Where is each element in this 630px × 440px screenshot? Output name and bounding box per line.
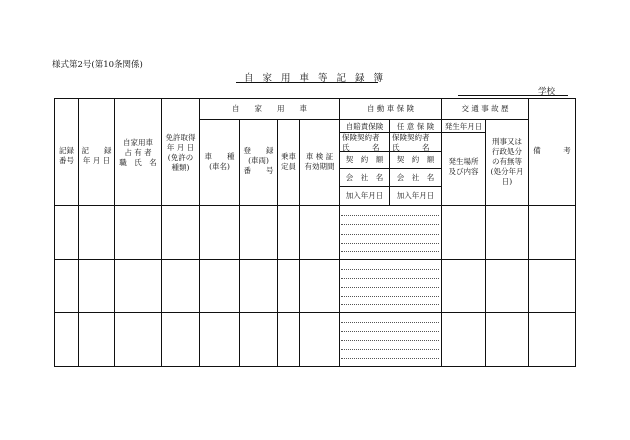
dotted-line xyxy=(341,304,439,305)
dotted-line xyxy=(341,251,439,252)
header-vehicle-type: 車 種 (車名) xyxy=(204,152,235,171)
header-license: 免許取得 年 月 日 (免許の 種類) xyxy=(165,133,196,172)
table-border-top xyxy=(54,98,576,99)
dotted-line xyxy=(341,331,439,332)
dotted-line xyxy=(341,224,439,225)
table-border-left xyxy=(54,98,55,367)
dotted-line xyxy=(341,358,439,359)
header-contract-amount: 契 約 額 xyxy=(396,155,435,164)
header-record-date: 記 録 年 月 日 xyxy=(81,146,112,165)
page-title: 自家用車等記録簿 xyxy=(244,73,393,84)
header-remarks: 備 考 xyxy=(533,146,571,155)
header-registration: 登 録 (車両) 番 号 xyxy=(243,146,274,175)
col-divider xyxy=(528,98,529,367)
dotted-line xyxy=(341,340,439,341)
header-company-name: 会 社 名 xyxy=(396,173,435,182)
header-join-date: 加入年月日 xyxy=(396,191,435,200)
group-insurance: 自 動 車 保 険 xyxy=(366,104,415,113)
header-record-no: 記録 番号 xyxy=(59,146,74,165)
table-border-bottom xyxy=(54,366,576,367)
row-divider xyxy=(441,132,486,133)
header-disposition: 刑事又は 行政処分 の有無等 (処分年月 日) xyxy=(490,137,524,186)
col-divider xyxy=(441,98,442,367)
header-policyholder: 保険契約者 氏 名 xyxy=(342,133,380,152)
header-capacity: 乗車 定員 xyxy=(281,152,296,171)
dotted-line xyxy=(341,296,439,297)
row-divider xyxy=(54,312,576,313)
header-company-name: 会 社 名 xyxy=(345,173,384,182)
dotted-line xyxy=(341,215,439,216)
row-divider xyxy=(339,186,442,187)
table-border-right xyxy=(575,98,576,367)
dotted-line xyxy=(341,278,439,279)
school-label: 学校 xyxy=(538,87,556,97)
col-divider xyxy=(199,98,200,367)
group-accident-history: 交 通 事 故 歴 xyxy=(461,104,509,113)
dotted-line xyxy=(341,322,439,323)
group-own-vehicle: 自 家 用 車 xyxy=(232,104,307,113)
header-join-date: 加入年月日 xyxy=(345,191,384,200)
header-bottom xyxy=(54,205,576,206)
dotted-line xyxy=(341,287,439,288)
row-divider xyxy=(339,168,442,169)
form-number: 様式第2号(第10条関係) xyxy=(52,60,143,70)
title-underline xyxy=(236,82,378,83)
header-mandatory-insurance: 自賠責保険 xyxy=(345,122,384,131)
dotted-line xyxy=(341,269,439,270)
header-occurrence-date: 発生年月日 xyxy=(444,122,483,131)
header-place-detail: 発生場所 及び内容 xyxy=(448,157,479,176)
col-divider xyxy=(78,98,79,367)
school-name-line xyxy=(458,95,568,96)
header-contract-amount: 契 約 額 xyxy=(345,155,384,164)
header-voluntary-insurance: 任 意 保 険 xyxy=(396,122,435,131)
col-divider xyxy=(339,98,340,367)
header-owner: 自家用車 占 有 者 職 氏 名 xyxy=(119,138,157,167)
dotted-line xyxy=(341,349,439,350)
row-divider xyxy=(54,259,576,260)
dotted-line xyxy=(341,234,439,235)
header-inspection: 車 検 証 有効期間 xyxy=(304,152,335,171)
header-policyholder: 保険契約者 氏 名 xyxy=(392,133,430,152)
group-header-divider xyxy=(199,119,529,120)
dotted-line xyxy=(341,243,439,244)
